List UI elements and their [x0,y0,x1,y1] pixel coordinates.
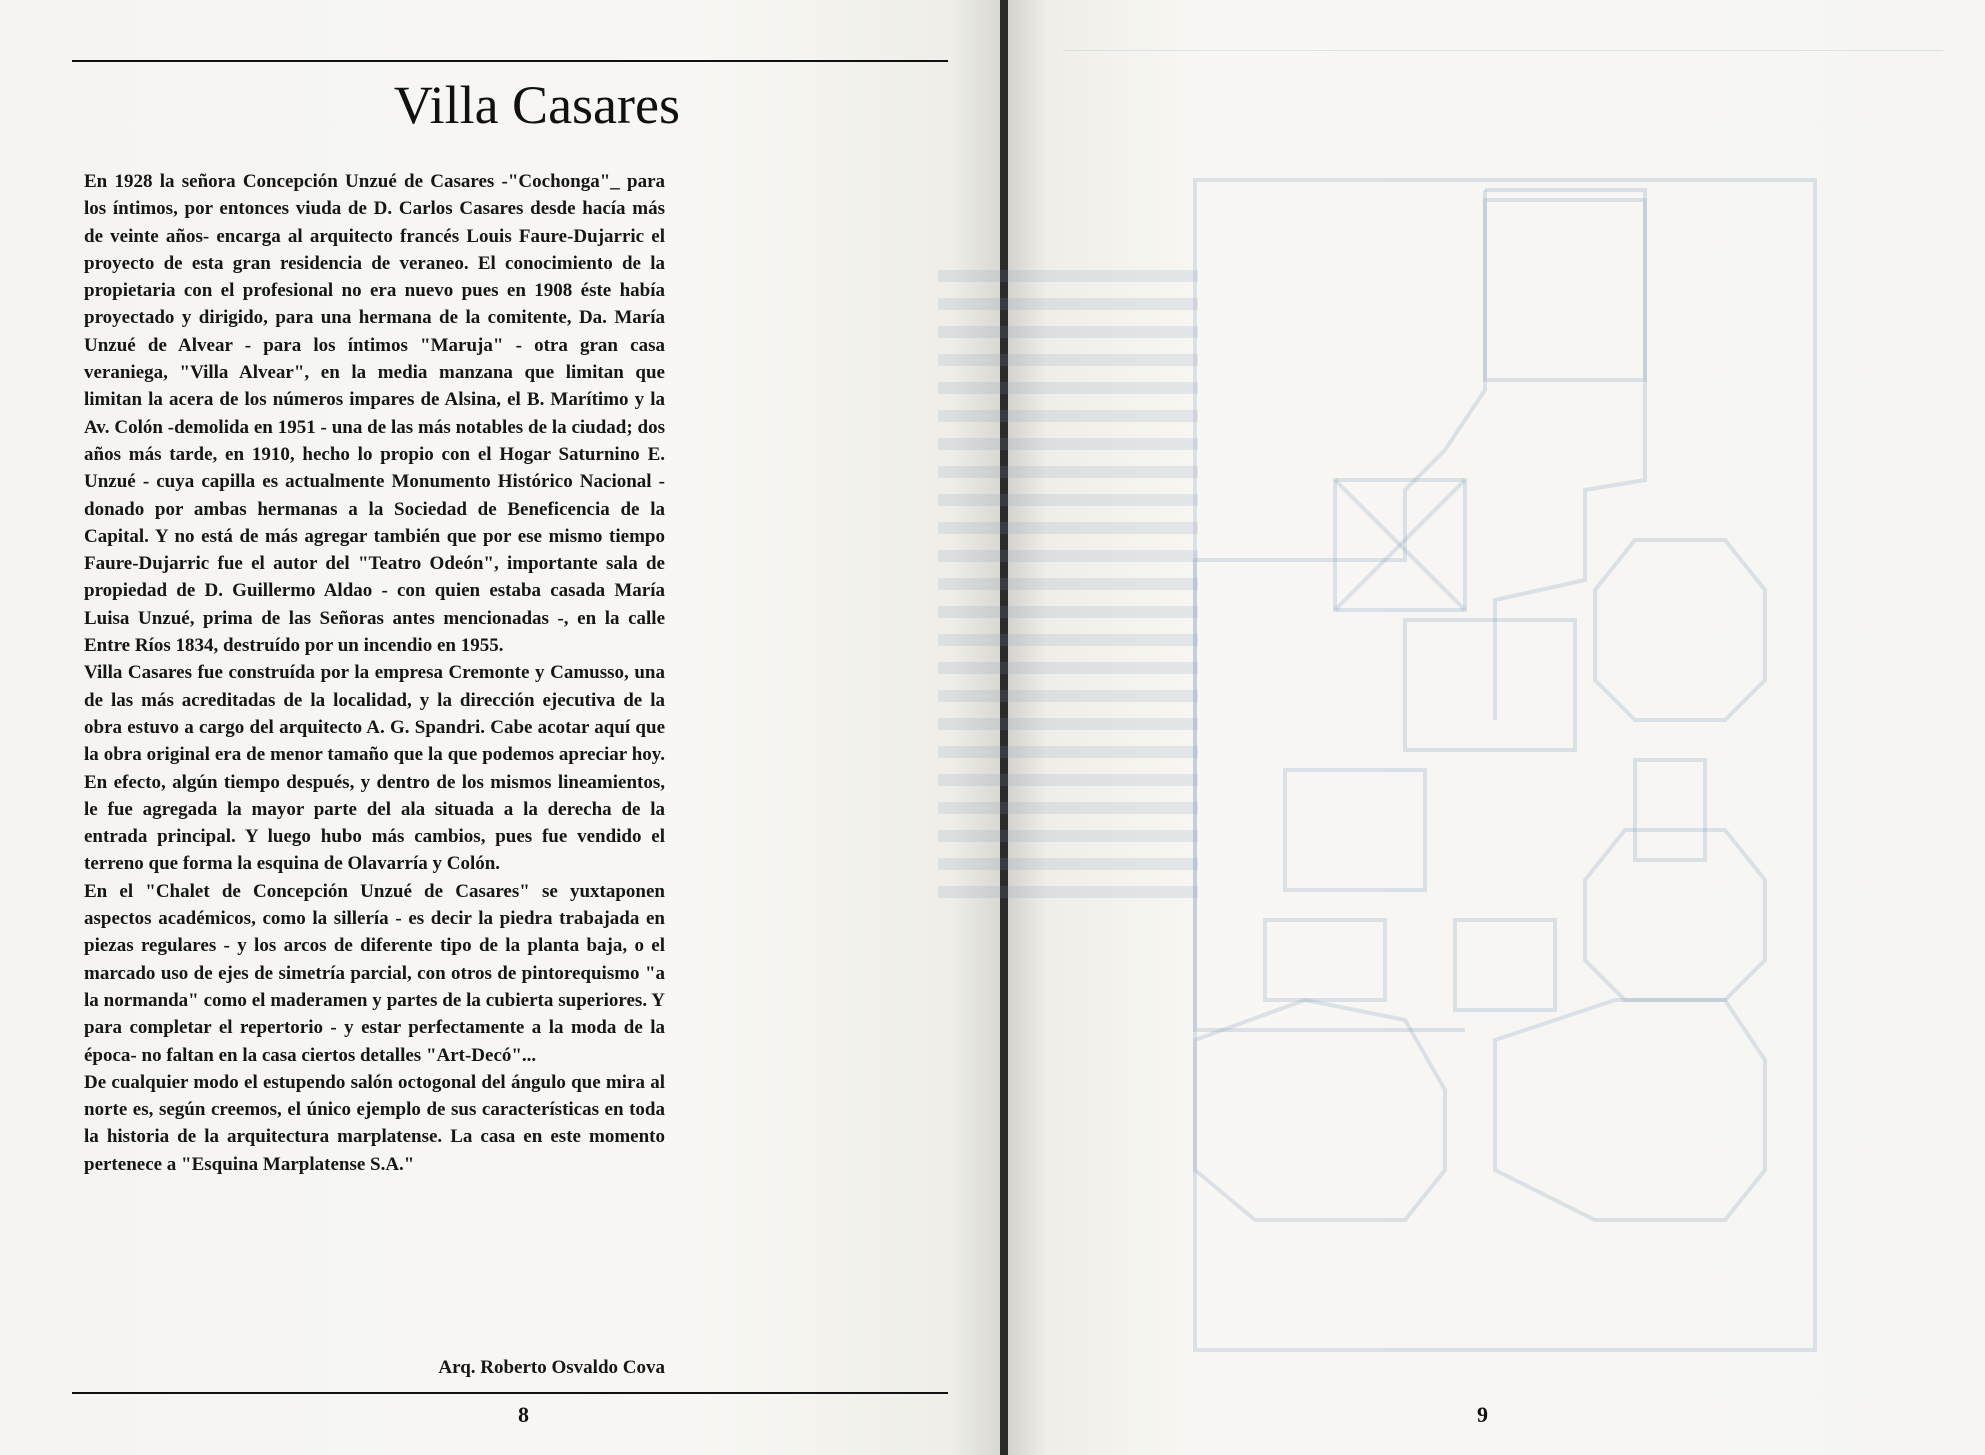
page-number-right: 9 [1477,1402,1488,1427]
paragraph-2: Villa Casares fue construída por la empresa Cremonte y Camusso, una de las más acreditadas de la localidad, y la dirección ejecutiva de la obra estuvo a cargo del arquitecto A. G. Spandri. Cabe acotar aquí que la obra original era de menor tamaño que la que podemos apreciar hoy. En efecto, algún tiempo después, y dentro de los mismos lineamientos, le fue agregada la mayor parte del ala situada a la derecha de la entrada principal. Y luego hubo más cambios, pues fue vendido el terreno que forma la esquina de Olavarría y Colón. [84,662,665,875]
author-signature: Arq. Roberto Osvaldo Cova [438,1357,665,1378]
article-body [84,168,665,1178]
page-title: Villa Casares [393,75,680,135]
bottom-rule [72,1392,948,1394]
paragraph-1: En 1928 la señora Concepción Unzué de Casares -"Cochonga"_ para los íntimos, por entonces viuda de D. Carlos Casares desde hacía más de veinte años- encarga al arquitecto francés Louis Faure-Dujarric el proyecto de esta gran residencia de veraneo. El conocimiento de la propietaria con el profesional no era nuevo pues en 1908 éste había proyectado y dirigido, para una hermana de la comitente, Da. María Unzué de Alvear - para los íntimos "Maruja" - otra gran casa veraniega, "Villa Alvear", en la media manzana que limitan que limitan la acera de los números impares de Alsina, el B. Marítimo y la Av. Colón -demolida en 1951 - una de las más notables de la ciudad; dos años más tarde, en 1910, hecho lo propio con el Hogar Saturnino E. Unzué - cuya capilla es actualmente Monumento Histórico Nacional - donado por ambas hermanas a la Sociedad de Beneficencia de la Capital. Y no está de más agregar también que por ese mismo tiempo Faure-Dujarric fue el autor del "Teatro Odeón", importante sala de propiedad de D. Guillermo Aldao - con quien estaba casada María Luisa Unzué, prima de las Señoras antes mencionadas -, en la calle Entre Ríos 1834, destruído por un incendio en 1955. [84,171,665,657]
top-rule [72,60,948,62]
paragraph-4: De cualquier modo el estupendo salón octogonal del ángulo que mira al norte es, según creemos, el único ejemplo de sus características en toda la historia de la arquitectura marplatense. La casa en este momento pertenece a "Esquina Marplatense S.A." [84,1071,665,1175]
page-number-left: 8 [518,1402,529,1427]
floor-plan-bleed-through [1165,160,1845,1370]
top-rule-faint [1063,50,1943,51]
paragraph-3: En el "Chalet de Concepción Unzué de Casares" se yuxtaponen aspectos académicos, como la sillería - es decir la piedra trabajada en piezas regulares - y los arcos de diferente tipo de la planta baja, o el marcado uso de ejes de simetría parcial, con otros de pintorequismo "a la normanda" como el maderamen y partes de la cubierta superiores. Y para completar el repertorio - y estar perfectamente a la moda de la época- no faltan en la casa ciertos detalles "Art-Decó"... [84,880,665,1066]
bleed-through-text [938,270,1198,910]
